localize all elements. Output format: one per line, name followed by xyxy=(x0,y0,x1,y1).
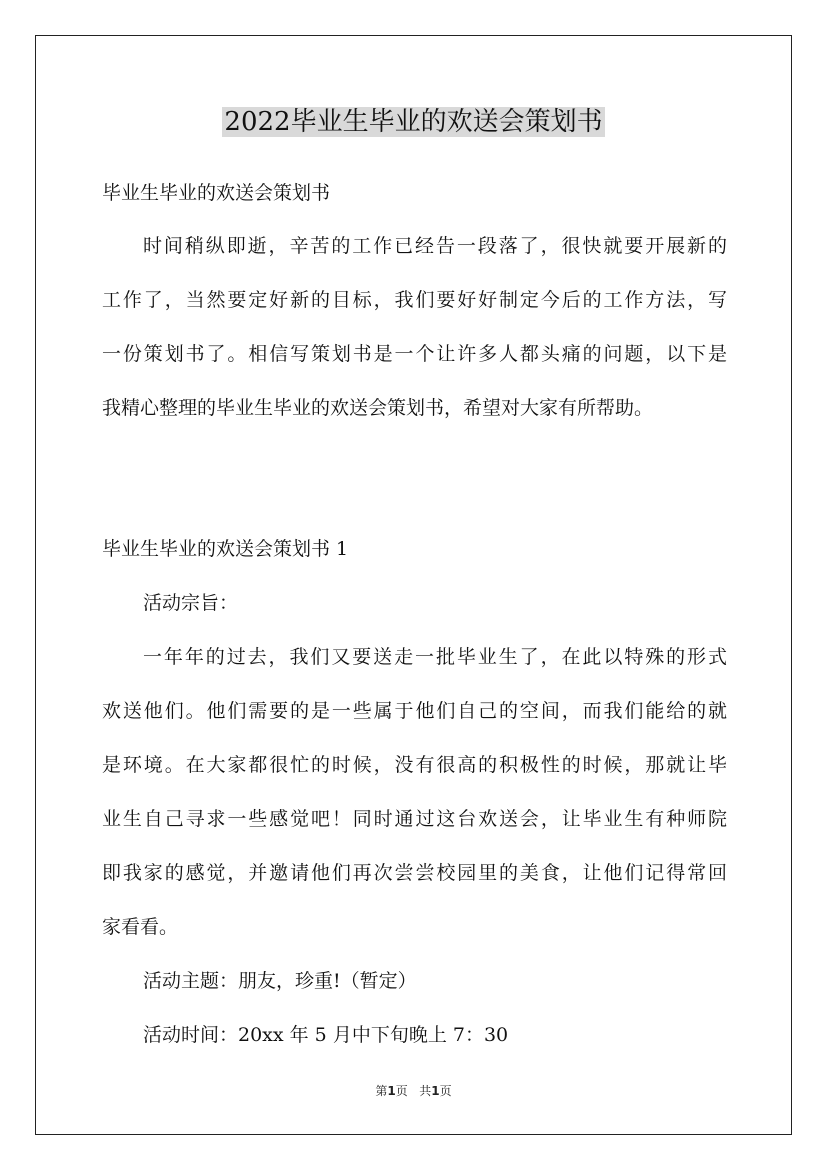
paragraph-line: 即我家的感觉，并邀请他们再次尝尝校园里的美食，让他们记得常回 xyxy=(102,862,727,884)
document-body xyxy=(102,175,727,1054)
purpose-paragraph xyxy=(102,639,727,946)
total-prefix: 共 xyxy=(419,1084,432,1098)
document-title-text: 2022毕业生毕业的欢送会策划书 xyxy=(224,107,603,137)
paragraph-line: 我精心整理的毕业生毕业的欢送会策划书，希望对大家有所帮助。 xyxy=(102,397,654,419)
paragraph-line: 业生自己寻求一些感觉吧！同时通过这台欢送会，让毕业生有种师院 xyxy=(102,808,727,830)
page-total: 1 xyxy=(431,1084,440,1098)
page-suffix: 页 xyxy=(395,1084,408,1098)
intro-paragraph xyxy=(102,228,727,427)
page-footer xyxy=(0,1082,827,1099)
document-subtitle: 毕业生毕业的欢送会策划书 xyxy=(102,182,331,204)
section-heading: 毕业生毕业的欢送会策划书 1 xyxy=(102,538,349,560)
page-current: 1 xyxy=(387,1084,396,1098)
paragraph-line: 家看看。 xyxy=(102,916,179,938)
paragraph-line: 工作了，当然要定好新的目标，我们要好好制定今后的工作方法，写 xyxy=(102,289,727,311)
purpose-label: 活动宗旨： xyxy=(143,592,239,614)
paragraph-line: 一年年的过去，我们又要送走一批毕业生了，在此以特殊的形式 xyxy=(143,646,727,668)
paragraph-line: 欢送他们。他们需要的是一些属于他们自己的空间，而我们能给的就 xyxy=(102,700,727,722)
paragraph-line: 一份策划书了。相信写策划书是一个让许多人都头痛的问题，以下是 xyxy=(102,343,727,365)
paragraph-line: 时间稍纵即逝，辛苦的工作已经告一段落了，很快就要开展新的 xyxy=(143,235,727,257)
page-prefix: 第 xyxy=(375,1084,388,1098)
theme-line: 活动主题：朋友，珍重!（暂定） xyxy=(143,970,417,992)
time-line: 活动时间：20xx 年 5 月中下旬晚上 7：30 xyxy=(143,1024,509,1046)
total-suffix: 页 xyxy=(439,1084,452,1098)
document-title xyxy=(0,103,827,141)
paragraph-line: 是环境。在大家都很忙的时候，没有很高的积极性的时候，那就让毕 xyxy=(102,754,727,776)
